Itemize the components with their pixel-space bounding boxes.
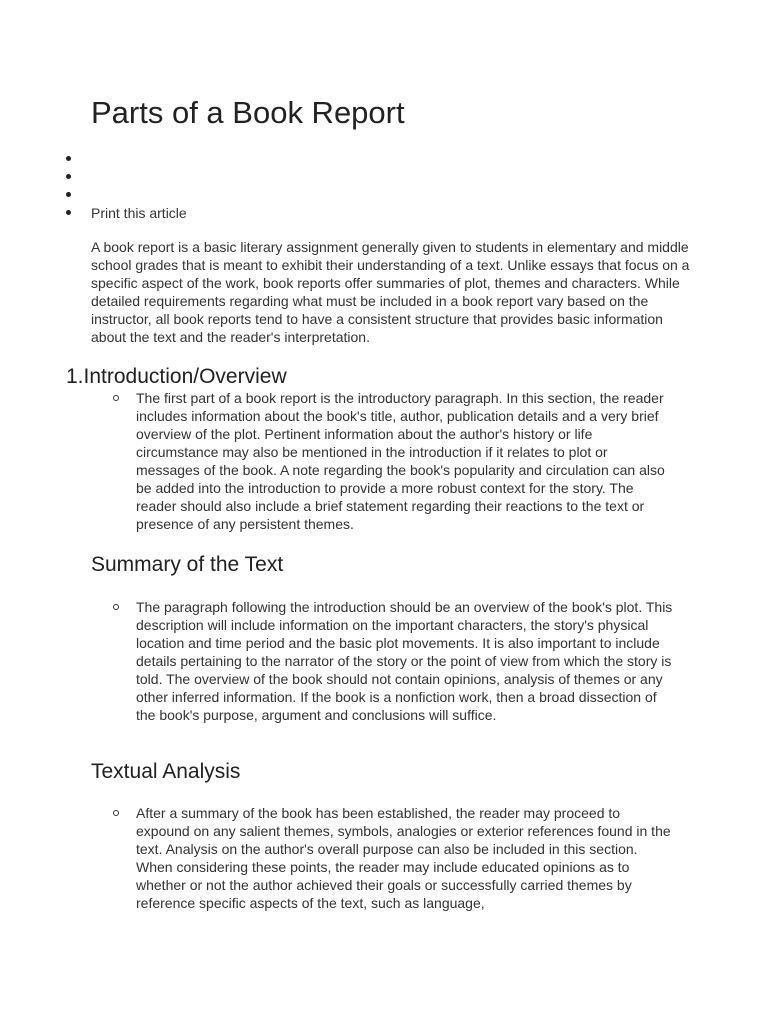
print-article-item[interactable]: [0, 204, 768, 222]
circle-bullet-icon: [113, 395, 119, 401]
section-heading-introduction: [66, 364, 287, 390]
list-item: [0, 150, 768, 168]
circle-bullet-icon: [113, 604, 119, 610]
list-item: [113, 598, 673, 724]
section-body-analysis: After a summary of the book has been established, the reader may proceed to expound on any salient themes, symbols, analogies or exterior references found in the text. Analysis on the author's overall purpose can also be included in this section. When considering these points, the reader may include educated opinions as to whether or not the author achieved their goals or successfully carried themes by reference specific aspects of the text, such as language,: [136, 805, 671, 911]
section-body-summary: The paragraph following the introduction should be an overview of the book's plot. This description will include information on the important characters, the story's physical location and time period and the basic plot movements. It is also important to include details pertaining to the narrator of the story or the point of view from which the story is told. The overview of the book should not contain opinions, analysis of themes or any other inferred information. If the book is a nonfiction work, then a broad dissection of the book's purpose, argument and conclusions will suffice.: [136, 599, 673, 723]
top-bullet-list: [0, 150, 768, 222]
list-item: [0, 168, 768, 186]
bullet-icon: [66, 192, 71, 197]
list-item: [0, 186, 768, 204]
section-heading-text: Introduction/Overview: [83, 365, 287, 388]
section-number: 1.: [66, 365, 84, 388]
section-heading-analysis: Textual Analysis: [91, 760, 241, 783]
circle-bullet-icon: [113, 810, 119, 816]
intro-paragraph: A book report is a basic literary assignment generally given to students in elementary and middle school grades that is meant to exhibit their understanding of a text. Unlike essays that focus on a specific aspect of the work, book reports offer summaries of plot, themes and characters. While detailed requirements regarding what must be included in a book report vary based on the instructor, all book reports tend to have a consistent structure that provides basic information about the text and the reader's interpretation.: [91, 239, 690, 345]
page-title: Parts of a Book Report: [91, 95, 405, 130]
section-heading-summary: Summary of the Text: [91, 553, 284, 576]
bullet-icon: [66, 174, 71, 179]
print-article-link[interactable]: Print this article: [91, 205, 187, 221]
bullet-icon: [66, 210, 71, 215]
bullet-icon: [66, 156, 71, 161]
list-item: [113, 804, 673, 912]
section-body-introduction: The first part of a book report is the introductory paragraph. In this section, the reader includes information about the book's title, author, publication details and a very brief overview of the plot. Pertinent information about the author's history or life circumstance may also be mentioned in the introduction if it relates to plot or messages of the book. A note regarding the book's popularity and circulation can also be added into the introduction to provide a more robust context for the story. The reader should also include a brief statement regarding their reactions to the text or presence of any persistent themes.: [136, 390, 665, 532]
list-item: [113, 389, 673, 533]
